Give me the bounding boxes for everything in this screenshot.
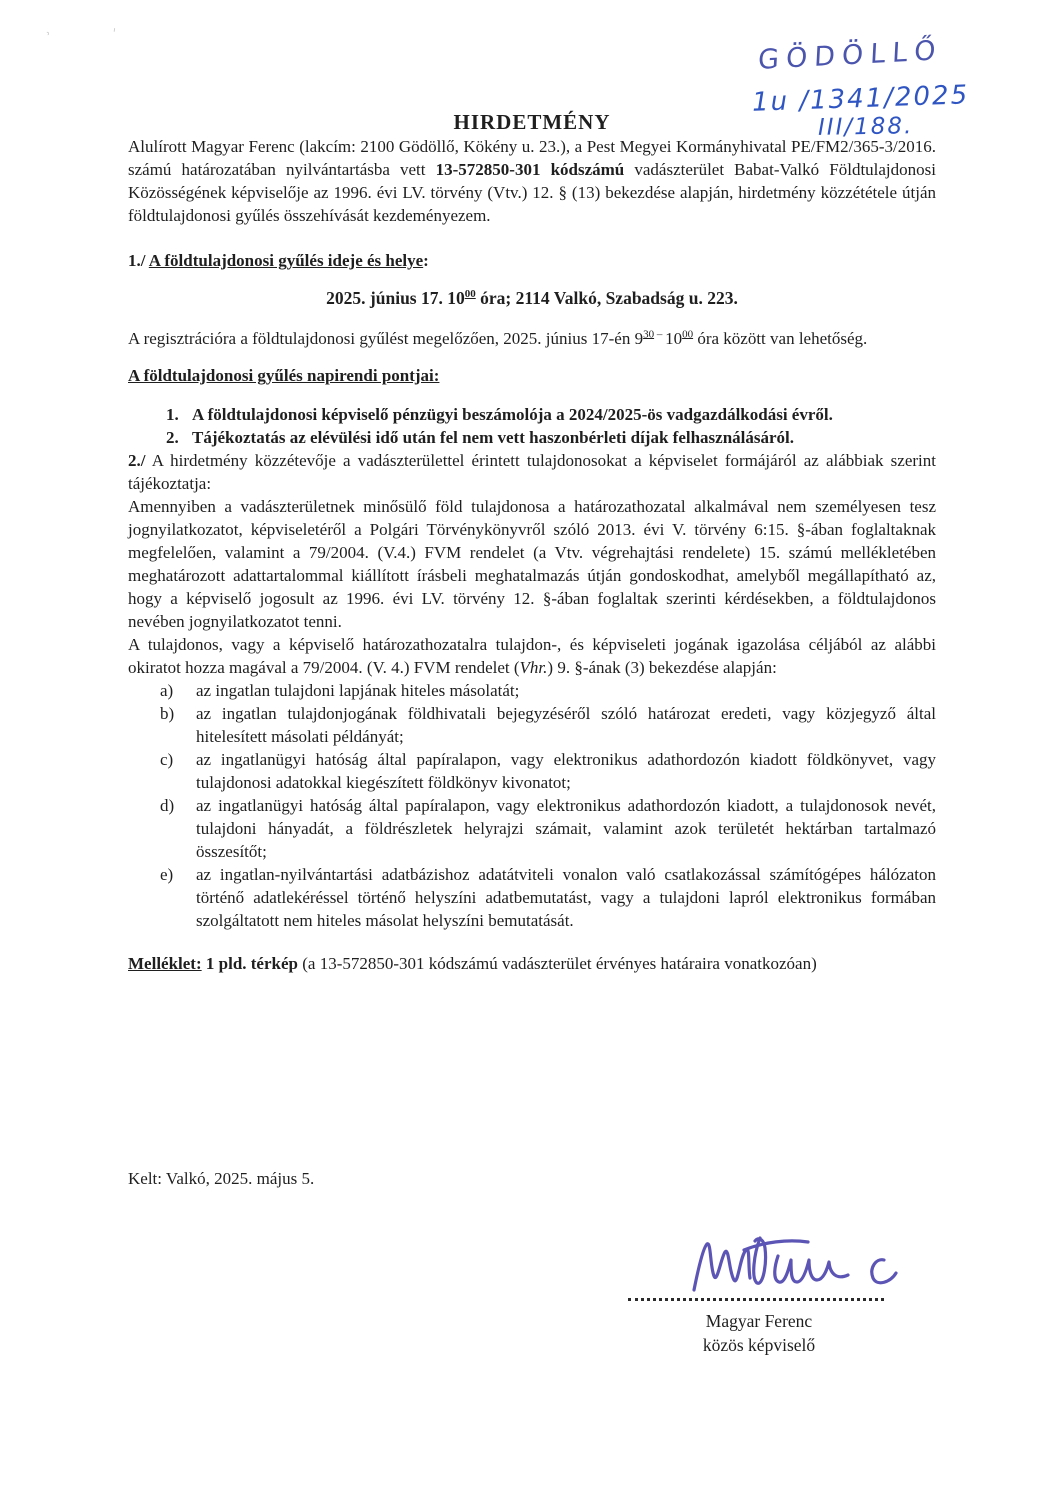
document-title: HIRDETMÉNY xyxy=(453,110,611,134)
intro-text-pre: Alulírott Magyar Ferenc (lakcím: 2100 Gödöllő, Kökény u. 23.), a Pest Megyei Kormányhivatal PE/FM2/365-3/2016. számú határozatában nyilvántartásba vett xyxy=(128,137,936,179)
attachment-text: (a 13-572850-301 kódszámú vadászterület érvényes határaira vonatkozóan) xyxy=(302,953,817,973)
section1-number: 1./ xyxy=(128,251,149,270)
signature-dotted-line xyxy=(628,1298,884,1301)
document-list-item xyxy=(160,794,936,863)
agenda-item-text: A földtulajdonosi képviselő pénzügyi beszámolója a 2024/2025-ös vadgazdálkodási évről. xyxy=(192,404,833,424)
intro-code-number: 13-572850-301 kódszámú xyxy=(435,160,625,179)
registration-text-2: 10 xyxy=(665,328,683,348)
agenda-item-number: 2. xyxy=(166,427,179,447)
agenda-heading: A földtulajdonosi gyűlés napirendi pontjai: xyxy=(128,365,440,385)
attachment-label: Melléklet: xyxy=(128,953,202,973)
handwritten-stamp-number: 1u /1341/2025 xyxy=(751,80,970,118)
registration-note xyxy=(128,327,936,350)
scan-artifact: ˈ xyxy=(110,26,117,43)
document-item-text: az ingatlan tulajdoni lapjának hiteles másolatát; xyxy=(196,680,520,700)
attachment-bold-text: 1 pld. térkép xyxy=(201,953,303,973)
document-item-text: az ingatlan tulajdonjogának földhivatali bejegyzéséről szóló határozat eredeti, vagy közjegyző által hitelesített másolati példányát; xyxy=(196,703,936,746)
signature-block xyxy=(628,1232,890,1357)
registration-text-1: A regisztrációra a földtulajdonosi gyűlést megelőzően, 2025. június 17-én 9 xyxy=(128,328,644,348)
document-body xyxy=(128,0,936,991)
signature-handwriting xyxy=(688,1232,898,1294)
document-list-item xyxy=(160,863,936,932)
document-item-text: az ingatlan-nyilvántartási adatbázishoz adatátviteli vonalon való csatlakozással számítógépes hálózaton történő adatlekéréssel történő helyszíni adatbemutatást, vagy a tulajdoni lapról elektronikus formában szolgáltatott nem hiteles másolat helyszíni bemutatását. xyxy=(196,864,936,930)
section2-paragraph xyxy=(128,449,936,633)
date-line: Kelt: Valkó, 2025. május 5. xyxy=(128,1169,315,1188)
meeting-datetime-pre: 2025. június 17. 10 xyxy=(326,288,465,308)
document-item-letter: a) xyxy=(160,680,174,700)
signatory-name: Magyar Ferenc xyxy=(705,1311,813,1331)
section1-heading-colon: : xyxy=(423,251,429,270)
registration-text-3: óra között van lehetőség. xyxy=(693,328,868,348)
document-item-letter: e) xyxy=(160,864,174,884)
document-list-item xyxy=(160,702,936,748)
registration-superscript-30: 30 xyxy=(643,327,655,340)
agenda-item-number: 1. xyxy=(166,404,179,424)
registration-dash: – xyxy=(654,327,666,340)
signatory-role: közös képviselő xyxy=(702,1335,816,1355)
document-item-letter: c) xyxy=(160,749,174,769)
document-item-letter: d) xyxy=(160,795,175,815)
section2-number: 2./ xyxy=(128,450,146,470)
section1-heading-text: A földtulajdonosi gyűlés ideje és helye xyxy=(148,251,424,270)
handwritten-stamp-city: GÖDÖLLŐ xyxy=(757,35,944,76)
section2-lead: A hirdetmény közzétevője a vadászterülettel érintett tulajdonosokat a képviselet formájáról az alábbiak szerint tájékoztatja: xyxy=(128,450,936,493)
meeting-datetime-superscript: 00 xyxy=(464,288,476,301)
registration-superscript-00: 00 xyxy=(682,327,694,340)
document-item-letter: b) xyxy=(160,703,175,723)
document-list-item xyxy=(160,679,936,702)
agenda-item-text: Tájékoztatás az elévülési idő után fel nem vett haszonbérleti díjak felhasználásáról. xyxy=(192,427,795,447)
scan-artifact: ʾ xyxy=(45,29,55,46)
section2-body: Amennyiben a vadászterületnek minősülő föld tulajdonosa a határozathozatal alkalmával nem személyesen tesz jognyilatkozatot, képviseletéről a Polgári Törvénykönyvről szóló 2013. évi V. törvény 6:15. §-ában foglaltaknak megfelelően, valamint a 79/2004. (V.4.) FVM rendelet (a Vtv. végrehajtási rendelete) 15. számú mellékletében meghatározott adattartalommal kiállított írásbeli meghatalmazás útján gondoskodhat, amelyből megállapítható az, hogy a képviselő jogosult az 1996. évi LV. törvény 12. §-ában foglaltak szerinti kérdésekben, a földtulajdonos nevében jognyilatkozatot tenni. xyxy=(128,496,936,631)
agenda-item xyxy=(166,426,936,449)
intro-paragraph xyxy=(128,135,936,227)
meeting-datetime-line xyxy=(128,288,936,309)
document-item-text: az ingatlanügyi hatóság által papíralapon, vagy elektronikus adathordozón kiadott földkönyvet, vagy tulajdonosi adatokkal kiegészített földkönyv kivonatot; xyxy=(196,749,936,792)
section1-heading xyxy=(128,251,936,271)
meeting-datetime-post: óra; 2114 Valkó, Szabadság u. 223. xyxy=(475,288,738,308)
documents-intro-post: ) 9. §-ának (3) bekezdése alapján: xyxy=(547,657,777,677)
documents-intro-abbrev: Vhr. xyxy=(519,657,548,677)
document-list-item xyxy=(160,748,936,794)
documents-intro-pre: A tulajdonos, vagy a képviselő határozathozatalra tulajdon-, és képviseleti jogának igazolása céljából az alábbi okiratot hozza magával a 79/2004. (V. 4.) FVM rendelet ( xyxy=(128,634,936,677)
handwritten-stamp-number-2: III/188. xyxy=(817,113,914,141)
attachment-line xyxy=(128,954,936,974)
agenda-item xyxy=(166,403,936,426)
document-item-text: az ingatlanügyi hatóság által papíralapon, vagy elektronikus adathordozón kiadott, a tulajdonosok nevét, tulajdoni hányadát, a földrészletek helyrajzi számait, valamint azok területét hektárban tartalmazó összesítőt; xyxy=(196,795,936,861)
documents-intro xyxy=(128,633,936,679)
intro-text-post: vadászterület Babat-Valkó Földtulajdonosi Közösségének képviselője az 1996. évi LV. törvény (Vtv.) 12. § (13) bekezdése alapján, hirdetmény közzététele útján földtulajdonosi gyűlés összehívását kezdeményezem. xyxy=(128,160,936,225)
